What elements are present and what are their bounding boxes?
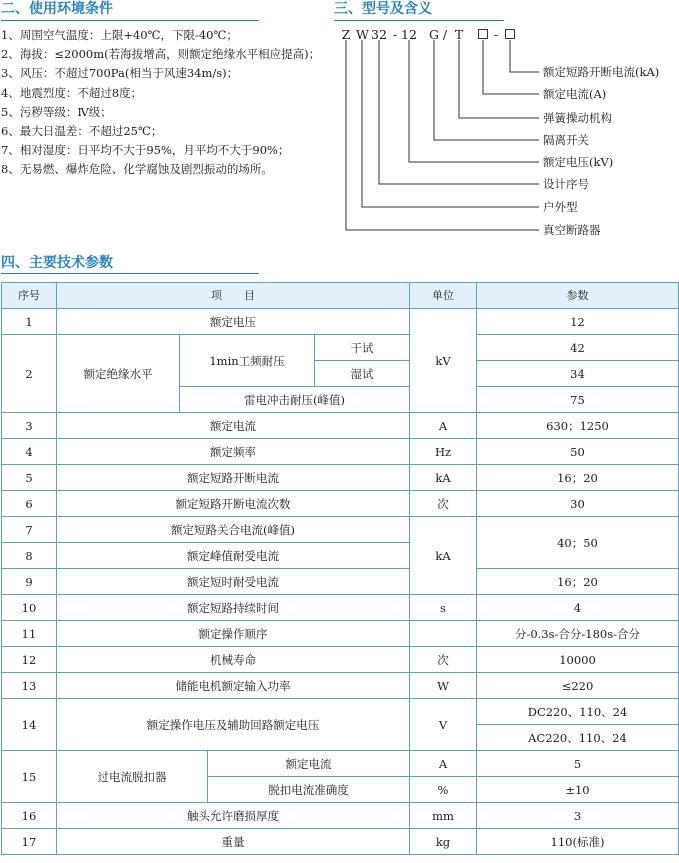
cell-subitem: 1min工频耐压 [180,335,315,387]
model-designation-diagram [334,22,679,242]
model-label: 设计序号 [543,177,589,191]
cell-no: 13 [2,673,57,699]
cell-subitem: 雷电冲击耐压(峰值) [180,387,410,413]
cell-item: 额定短路开断电流次数 [57,491,410,517]
model-label: 户外型 [543,200,578,214]
table-header-row [2,283,679,309]
section-title-environment: 二、使用环境条件 [1,1,113,17]
cell-value: ≤220 [477,673,679,699]
cell-value: 16；20 [477,465,679,491]
cell-no: 14 [2,699,57,751]
model-label: 隔离开关 [543,133,589,147]
table-row [2,621,679,647]
cell-value: 30 [477,491,679,517]
section-underline [1,20,259,21]
env-item: 5、污秽等级：Ⅳ级； [1,104,112,119]
env-item: 6、最大日温差：不超过25℃； [1,124,163,139]
cell-item: 额定电压 [57,309,410,335]
cell-no: 1 [2,309,57,335]
section-underline [334,20,504,21]
cell-subitem: 脱扣电流准确度 [208,777,410,803]
env-item: 2、海拔：≤2000m(若海拔增高，则额定绝缘水平相应提高)； [1,47,321,62]
cell-subitem: 湿试 [315,361,410,387]
cell-unit: % [410,777,477,803]
model-label: 额定短路开断电流(kA) [543,65,660,79]
table-row [2,517,679,543]
cell-item: 过电流脱扣器 [57,751,208,803]
model-label: 真空断路器 [543,223,601,237]
code-char: W [356,27,369,42]
table-row [2,569,679,595]
cell-value: 16；20 [477,569,679,595]
cell-value: 630；1250 [477,413,679,439]
cell-value: 50 [477,439,679,465]
cell-value: 40；50 [477,517,679,569]
cell-subitem: 干试 [315,335,410,361]
code-char: G [429,27,439,42]
code-char: / [442,27,448,42]
cell-value: 42 [477,335,679,361]
placeholder-box [478,29,488,39]
cell-value: AC220、110、24 [477,725,679,751]
environment-list [1,26,333,180]
cell-item: 额定短路开断电流 [57,465,410,491]
cell-no: 12 [2,647,57,673]
cell-unit: W [410,673,477,699]
cell-item: 额定频率 [57,439,410,465]
cell-no: 6 [2,491,57,517]
cell-unit: kg [410,829,477,855]
cell-unit: kA [410,465,477,491]
table-row [2,309,679,335]
cell-no: 4 [2,439,57,465]
table-row [2,439,679,465]
table-row [2,699,679,725]
cell-item: 额定绝缘水平 [57,335,180,413]
cell-value: 10000 [477,647,679,673]
cell-unit: kV [410,309,477,413]
cell-item: 机械寿命 [57,647,410,673]
cell-no: 3 [2,413,57,439]
cell-value: 分-0.3s-合分-180s-合分 [477,621,679,647]
model-label: 弹簧操动机构 [543,111,612,125]
cell-no: 10 [2,595,57,621]
env-item: 8、无易燃、爆炸危险、化学腐蚀及剧烈振动的场所。 [1,162,273,177]
tech-params-table [1,282,679,855]
section-title-model: 三、型号及含义 [334,1,432,17]
cell-item: 储能电机额定输入功率 [57,673,410,699]
env-item: 1、周围空气温度：上限+40℃，下限-40℃； [1,28,238,42]
cell-item: 额定峰值耐受电流 [57,543,410,569]
cell-unit: V [410,699,477,751]
env-item: 3、风压：不超过700Pa(相当于风速34m/s)； [1,66,239,81]
table-row [2,751,679,777]
cell-no: 11 [2,621,57,647]
cell-value: 5 [477,751,679,777]
cell-value: DC220、110、24 [477,699,679,725]
section-underline [1,273,259,274]
cell-no: 16 [2,803,57,829]
cell-unit: 次 [410,647,477,673]
header-item: 项 目 [57,283,410,309]
cell-unit [410,621,477,647]
env-item: 7、相对湿度：日平均不大于95%，月平均不大于90%； [1,143,290,158]
table-row [2,829,679,855]
env-item: 4、地震烈度：不超过8度； [1,85,143,100]
cell-item: 额定操作顺序 [57,621,410,647]
cell-no: 5 [2,465,57,491]
code-char: - [493,27,499,42]
cell-unit: kA [410,517,477,595]
cell-item: 额定短路持续时间 [57,595,410,621]
cell-value: 75 [477,387,679,413]
header-value: 参数 [477,283,679,309]
cell-item: 额定短时耐受电流 [57,569,410,595]
cell-item: 额定操作电压及辅助回路额定电压 [57,699,410,751]
cell-value: 34 [477,361,679,387]
cell-unit: 次 [410,491,477,517]
cell-item: 触头允许磨损厚度 [57,803,410,829]
cell-item: 额定电流 [57,413,410,439]
cell-item: 重量 [57,829,410,855]
code-char: 32 [371,27,387,42]
table-row [2,647,679,673]
table-row [2,803,679,829]
table-row [2,491,679,517]
code-char: Z [341,27,351,42]
cell-no: 15 [2,751,57,803]
cell-unit: A [410,413,477,439]
cell-no: 8 [2,543,57,569]
cell-unit: mm [410,803,477,829]
table-row [2,465,679,491]
table-row [2,413,679,439]
code-char: 12 [401,27,417,42]
cell-unit: s [410,595,477,621]
placeholder-box [505,29,515,39]
cell-no: 9 [2,569,57,595]
cell-value: ±10 [477,777,679,803]
model-label: 额定电压(kV) [543,155,614,169]
cell-unit: A [410,751,477,777]
code-char: T [454,27,464,42]
cell-unit: Hz [410,439,477,465]
cell-no: 17 [2,829,57,855]
cell-value: 4 [477,595,679,621]
model-leader-lines [334,22,679,242]
cell-no: 2 [2,335,57,413]
cell-value: 110(标准) [477,829,679,855]
table-row [2,335,679,361]
table-row [2,673,679,699]
code-char: - [392,27,398,42]
model-label: 额定电流(A) [543,87,607,101]
cell-value: 3 [477,803,679,829]
cell-subitem: 额定电流 [208,751,410,777]
cell-value: 12 [477,309,679,335]
table-row [2,595,679,621]
header-no: 序号 [2,283,57,309]
section-title-tech: 四、主要技术参数 [1,255,113,271]
cell-no: 7 [2,517,57,543]
cell-item: 额定短路关合电流(峰值) [57,517,410,543]
header-unit: 单位 [410,283,477,309]
